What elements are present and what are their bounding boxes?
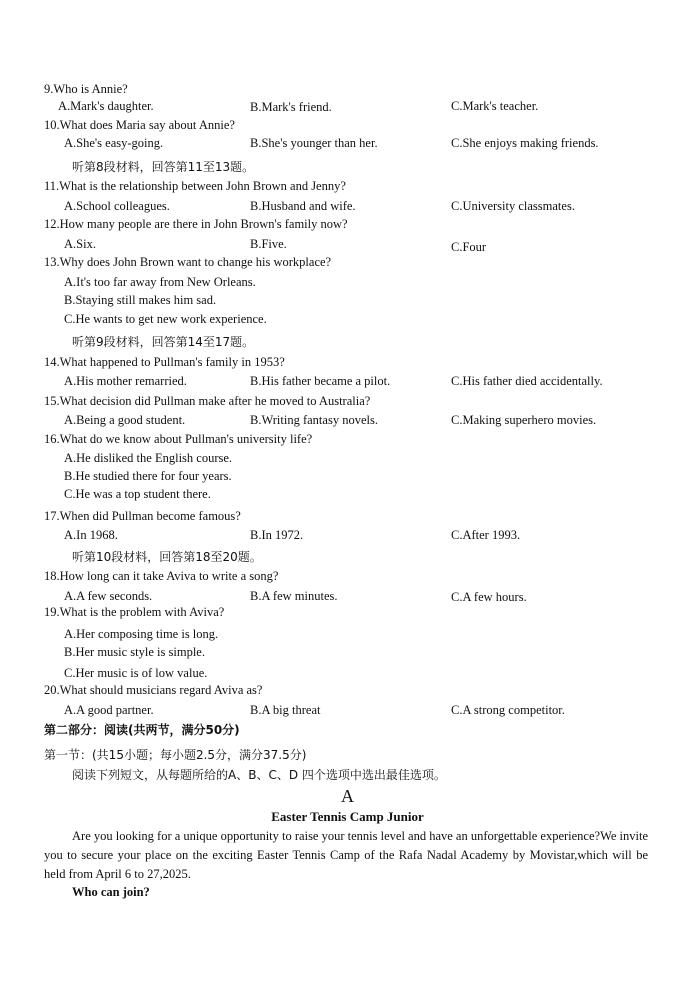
q11-option-a: A.School colleagues. [64, 199, 170, 213]
q18-option-b: B.A few minutes. [250, 589, 338, 603]
subheading-who-can-join: Who can join? [72, 885, 150, 899]
q20-option-a: A.A good partner. [64, 703, 154, 717]
passage-paragraph: Are you looking for a unique opportunity to raise your tennis level and have an unforgettable experience?We invite you to secure your place on the exciting Easter Tennis Camp of the Rafa Nadal Academy by Movistar,which will be held from April 6 to 27,2025. [44, 829, 649, 881]
passage-letter: A [341, 786, 354, 806]
q9-option-c: C.Mark's teacher. [451, 99, 539, 113]
passage-title: Easter Tennis Camp Junior [271, 809, 424, 824]
section1-heading: 第一节：(共15小题；每小题2.5分，满分37.5分) [44, 748, 307, 762]
q18-option-a: A.A few seconds. [64, 589, 153, 603]
q12-option-a: A.Six. [64, 237, 96, 251]
q12-option-b: B.Five. [250, 237, 287, 251]
q15-option-c: C.Making superhero movies. [451, 413, 597, 427]
question-20: 20.What should musicians regard Aviva as? [44, 683, 263, 697]
q10-option-a: A.She's easy-going. [64, 136, 164, 150]
q19-option-a: A.Her composing time is long. [64, 627, 219, 641]
question-16: 16.What do we know about Pullman's university life? [44, 432, 313, 446]
q20-option-c: C.A strong competitor. [451, 703, 565, 717]
q20-option-b: B.A big threat [250, 703, 321, 717]
question-13: 13.Why does John Brown want to change his workplace? [44, 255, 332, 269]
instruction-segment-8: 听第8段材料，回答第11至13题。 [72, 160, 255, 174]
q9-option-b: B.Mark's friend. [250, 100, 332, 114]
question-18: 18.How long can it take Aviva to write a song? [44, 569, 279, 583]
question-10: 10.What does Maria say about Annie? [44, 118, 235, 132]
q19-option-b: B.Her music style is simple. [64, 645, 205, 659]
q10-option-b: B.She's younger than her. [250, 136, 378, 150]
q16-option-b: B.He studied there for four years. [64, 469, 232, 483]
question-11: 11.What is the relationship between John Brown and Jenny? [44, 179, 346, 193]
instruction-segment-9: 听第9段材料，回答第14至17题。 [72, 335, 255, 349]
question-14: 14.What happened to Pullman's family in 1953? [44, 355, 285, 369]
q18-option-c: C.A few hours. [451, 590, 527, 604]
question-19: 19.What is the problem with Aviva? [44, 605, 225, 619]
q14-option-b: B.His father became a pilot. [250, 374, 391, 388]
q14-option-c: C.His father died accidentally. [451, 374, 603, 388]
reading-directions: 阅读下列短文，从每题所给的A、B、C、D 四个选项中选出最佳选项。 [72, 768, 446, 782]
question-17: 17.When did Pullman become famous? [44, 509, 241, 523]
q13-option-a: A.It's too far away from New Orleans. [64, 275, 256, 289]
q17-option-c: C.After 1993. [451, 528, 521, 542]
q19-option-c: C.Her music is of low value. [64, 666, 208, 680]
q15-option-b: B.Writing fantasy novels. [250, 413, 378, 427]
q10-option-c: C.She enjoys making friends. [451, 136, 599, 150]
q16-option-c: C.He was a top student there. [64, 487, 211, 501]
part2-heading: 第二部分：阅读(共两节，满分50分) [44, 723, 240, 737]
q13-option-b: B.Staying still makes him sad. [64, 293, 217, 307]
q17-option-b: B.In 1972. [250, 528, 304, 542]
q11-option-c: C.University classmates. [451, 199, 575, 213]
question-15: 15.What decision did Pullman make after he moved to Australia? [44, 394, 371, 408]
q12-option-c: C.Four [451, 240, 487, 254]
q14-option-a: A.His mother remarried. [64, 374, 187, 388]
q15-option-a: A.Being a good student. [64, 413, 186, 427]
question-9: 9.Who is Annie? [44, 82, 128, 96]
q17-option-a: A.In 1968. [64, 528, 118, 542]
q13-option-c: C.He wants to get new work experience. [64, 312, 267, 326]
instruction-segment-10: 听第10段材料，回答第18至20题。 [72, 550, 262, 564]
q11-option-b: B.Husband and wife. [250, 199, 356, 213]
q16-option-a: A.He disliked the English course. [64, 451, 233, 465]
question-12: 12.How many people are there in John Brown's family now? [44, 217, 348, 231]
q9-option-a: A.Mark's daughter. [58, 99, 154, 113]
